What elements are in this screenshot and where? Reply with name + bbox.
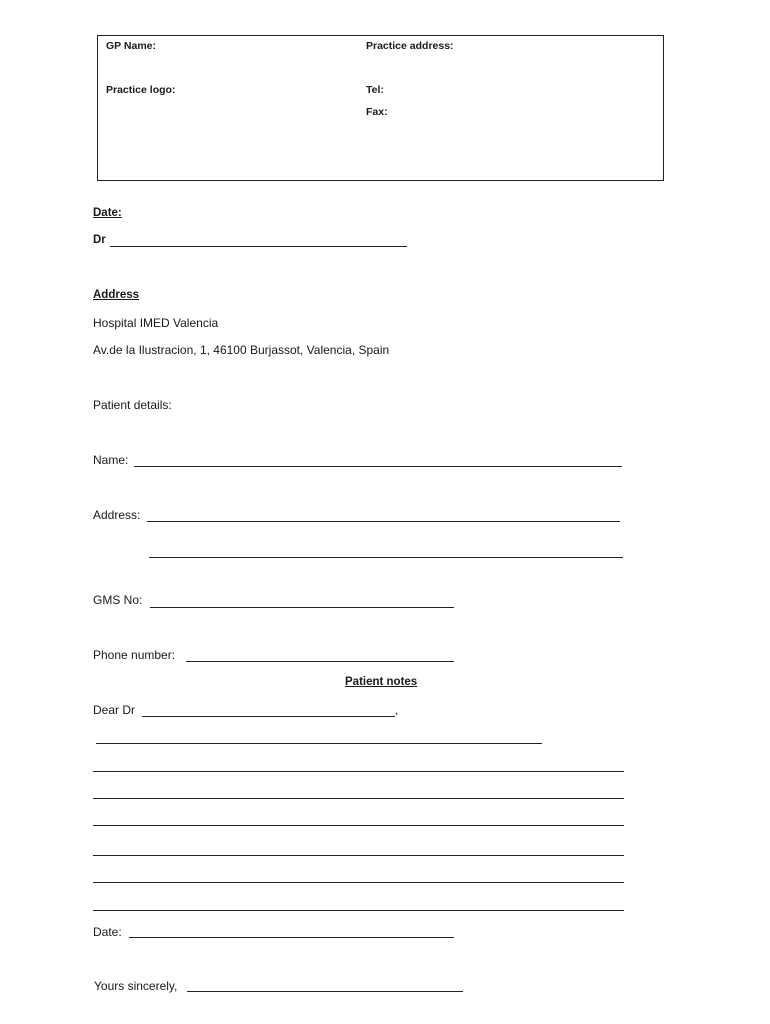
notes-line-1[interactable] xyxy=(96,743,542,744)
notes-line-6[interactable] xyxy=(93,882,624,883)
letter-date-label: Date: xyxy=(93,207,122,219)
practice-logo-label: Practice logo: xyxy=(106,84,176,96)
gp-name-label: GP Name: xyxy=(106,40,156,52)
dr-label: Dr xyxy=(93,234,106,246)
dear-dr-line[interactable] xyxy=(142,716,395,717)
patient-address-line-2[interactable] xyxy=(149,557,623,558)
patient-details-label: Patient details: xyxy=(93,398,172,412)
dear-dr-comma: , xyxy=(395,703,399,717)
tel-label: Tel: xyxy=(366,84,384,96)
notes-line-3[interactable] xyxy=(93,798,624,799)
patient-notes-heading: Patient notes xyxy=(345,676,418,688)
signature-line[interactable] xyxy=(187,991,463,992)
notes-line-5[interactable] xyxy=(93,855,624,856)
patient-address-label: Address: xyxy=(93,508,141,522)
hospital-address: Av.de la Ilustracion, 1, 46100 Burjassot, Valencia, Spain xyxy=(93,343,390,357)
yours-sincerely-label: Yours sincerely, xyxy=(94,979,178,993)
phone-number-line[interactable] xyxy=(186,661,454,662)
gms-number-label: GMS No: xyxy=(93,593,143,607)
hospital-name: Hospital IMED Valencia xyxy=(93,316,219,330)
footer-date-line[interactable] xyxy=(129,937,454,938)
patient-name-label: Name: xyxy=(93,453,129,467)
dear-dr-label: Dear Dr xyxy=(93,703,136,717)
phone-number-label: Phone number: xyxy=(93,648,176,662)
practice-address-label: Practice address: xyxy=(366,40,454,52)
patient-address-line-1[interactable] xyxy=(147,521,620,522)
fax-label: Fax: xyxy=(366,106,388,118)
footer-date-label: Date: xyxy=(93,925,122,939)
gms-number-line[interactable] xyxy=(150,607,454,608)
notes-line-2[interactable] xyxy=(93,771,624,772)
dr-name-line[interactable] xyxy=(110,246,407,247)
notes-line-4[interactable] xyxy=(93,825,624,826)
patient-name-line[interactable] xyxy=(134,466,622,467)
notes-line-7[interactable] xyxy=(93,910,624,911)
address-heading: Address xyxy=(93,289,140,301)
